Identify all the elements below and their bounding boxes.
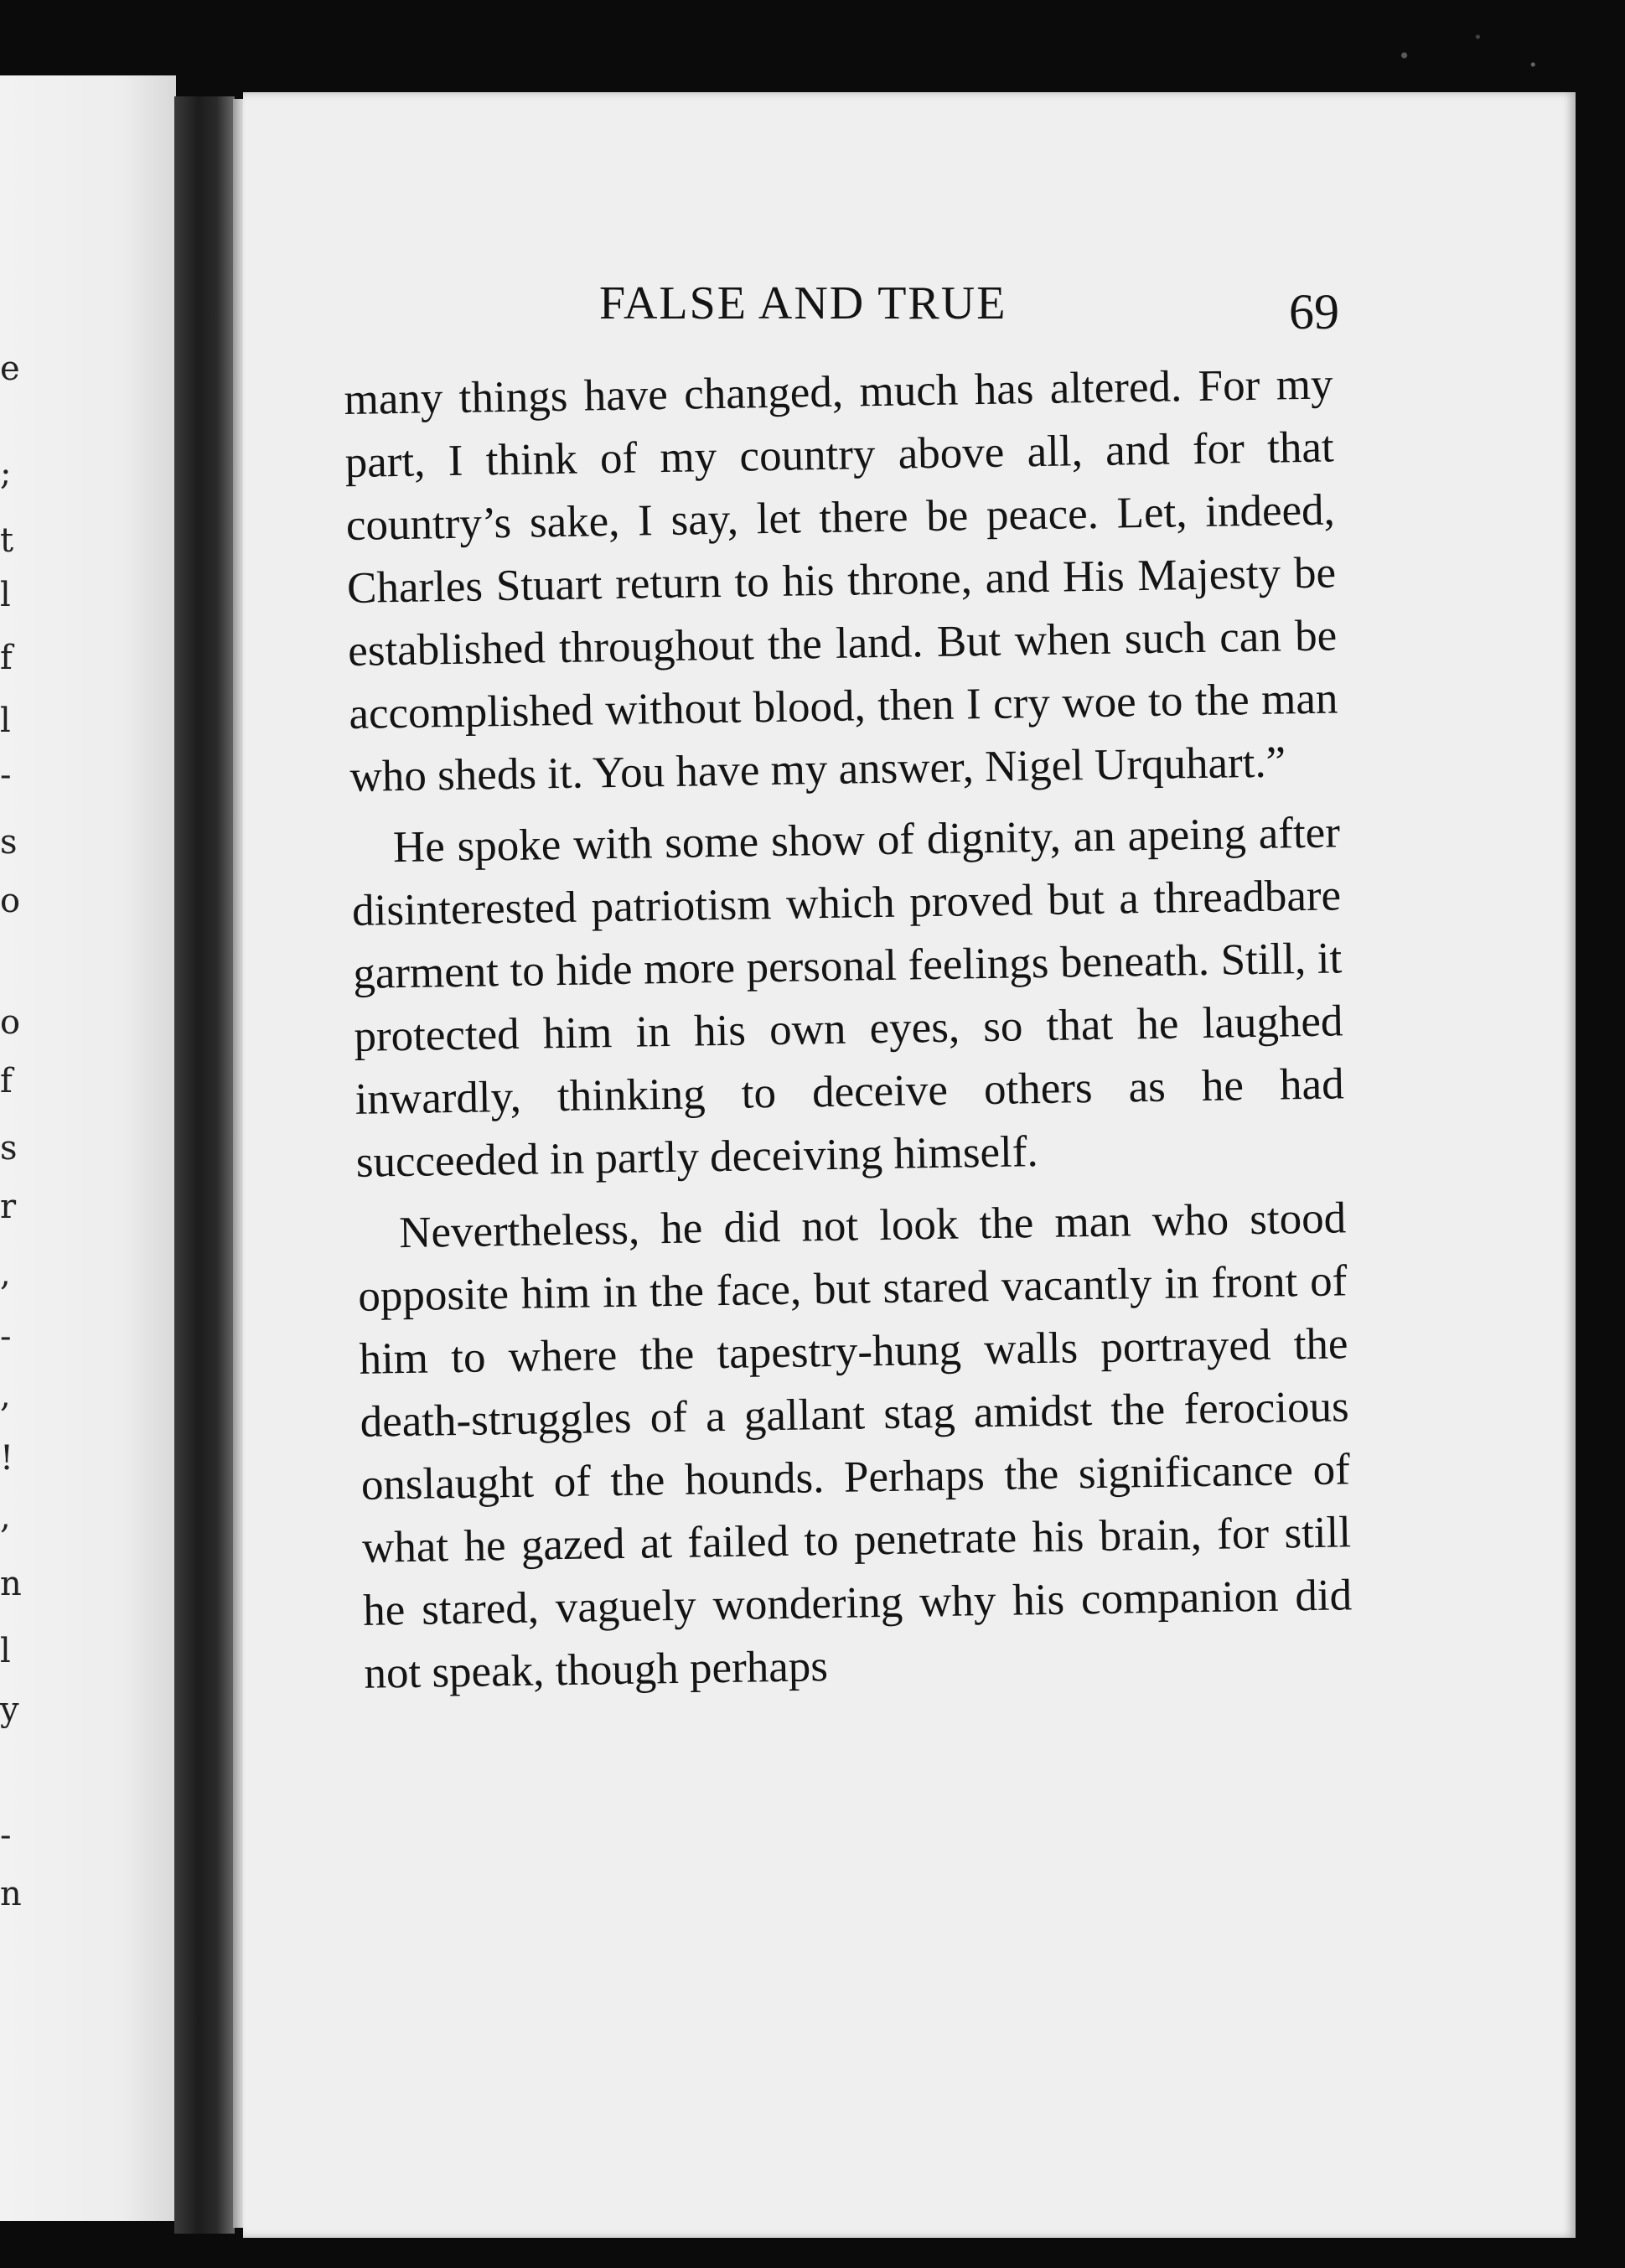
left-fragment: t [0,521,14,560]
left-fragment: , [0,1255,11,1293]
left-fragment: o [0,882,21,920]
paragraph: many things have changed, much has altered. For my part, I think of my country above all, and for that country’s sake, I say, let there be peace. Let, indeed, Charles Stuart return to his throne, and His Majesty be established throughout the land. But when such can be accomplished without blood, then I cry woe to the man who sheds it. You have my answer, Nigel Urquhart.” [344,360,1338,801]
left-fragment: f [0,639,13,677]
scan-noise [1257,0,1625,92]
left-fragment: ; [0,454,12,493]
left-fragment: , [0,1376,11,1415]
left-fragment: e [0,350,20,388]
left-fragment: - [0,756,12,795]
left-fragment: - [0,1816,12,1855]
left-fragment: l [0,702,11,740]
left-fragment: l [0,1632,11,1670]
left-fragment: , [0,1498,11,1536]
left-fragment: s [0,1129,18,1168]
paragraph: He spoke with some show of dignity, an apeing after disinterested patriotism which proved but a threadbare garment to hide more personal feelings beneath. Still, it protected him in his own eyes, so that he laughed inwardly, thinking to deceive others as he had succeeded in partly deceiving himself. [351,808,1345,1187]
left-fragment: f [0,1062,13,1100]
book-page [243,92,1576,2238]
left-fragment: ! [0,1439,14,1478]
body-text [344,353,1353,1713]
left-fragment: l [0,576,11,614]
left-fragment: n [0,1875,22,1913]
left-fragment: - [0,1318,12,1356]
book-gutter [174,96,235,2234]
paragraph: Nevertheless, he did not look the man who stood opposite him in the face, but stared vacantly in front of him to where the tapestry-hung walls portrayed the death-struggles of a gallant stag amidst the ferocious onslaught of the hounds. Perhaps the significance of what he gazed at failed to penetrate his brain, for still he stared, vaguely wondering why his companion did not speak, though perhaps [357,1194,1353,1698]
left-fragment: s [0,823,18,862]
running-head [243,277,1576,344]
page-number: 69 [1289,284,1339,339]
chapter-title: FALSE AND TRUE [599,277,1007,329]
left-fragment: n [0,1565,22,1603]
left-fragment: y [0,1691,19,1729]
left-fragment: o [0,1003,21,1042]
adjacent-page-edge [0,75,176,2221]
left-fragment: r [0,1188,17,1226]
